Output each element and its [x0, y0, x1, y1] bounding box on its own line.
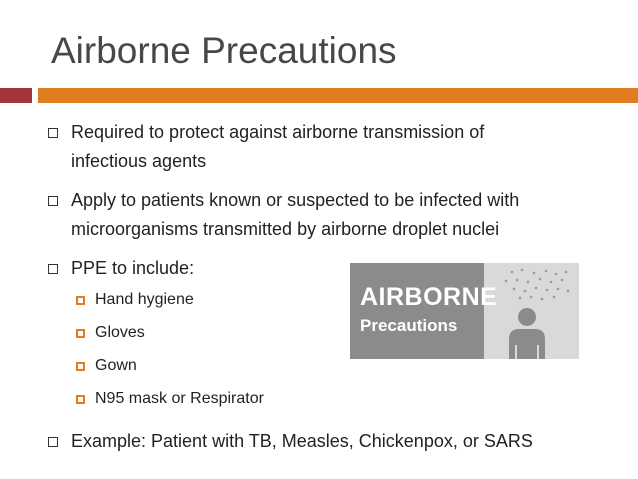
bullet-2-line-2: microorganisms transmitted by airborne droplet nuclei — [71, 219, 500, 239]
sign-pictogram — [484, 263, 579, 359]
sub-bullet-marker — [76, 362, 85, 371]
bullet-1-marker — [48, 128, 58, 138]
bullet-2-marker — [48, 196, 58, 206]
sign-heading: AIRBORNE — [360, 283, 498, 311]
sub-bullet-hand-hygiene: Hand hygiene — [95, 291, 194, 308]
title-divider-red — [0, 88, 32, 103]
sub-bullet-marker — [76, 329, 85, 338]
sub-bullet-marker — [76, 395, 85, 404]
bullet-1-line-2: infectious agents — [71, 151, 207, 171]
bullet-3-marker — [48, 264, 58, 274]
sub-bullet-gloves: Gloves — [95, 324, 145, 341]
slide-title: Airborne Precautions — [51, 30, 397, 71]
bullet-3-line-1: PPE to include: — [71, 258, 195, 278]
sub-bullet-marker — [76, 296, 85, 305]
bullet-2-line-1: Apply to patients known or suspected to be infected with — [71, 190, 520, 210]
bullet-1-line-1: Required to protect against airborne transmission of — [71, 122, 485, 142]
airborne-precautions-sign — [350, 263, 579, 359]
bullet-4-line-1: Example: Patient with TB, Measles, Chickenpox, or SARS — [71, 431, 533, 451]
sub-bullet-gown: Gown — [95, 357, 137, 374]
sign-subheading: Precautions — [360, 316, 458, 335]
person-breathing-droplets-icon — [484, 263, 579, 359]
sign-label-panel — [350, 263, 498, 359]
bullet-4-marker — [48, 437, 58, 447]
sub-bullet-n95: N95 mask or Respirator — [95, 390, 264, 407]
title-divider-orange — [38, 88, 638, 103]
